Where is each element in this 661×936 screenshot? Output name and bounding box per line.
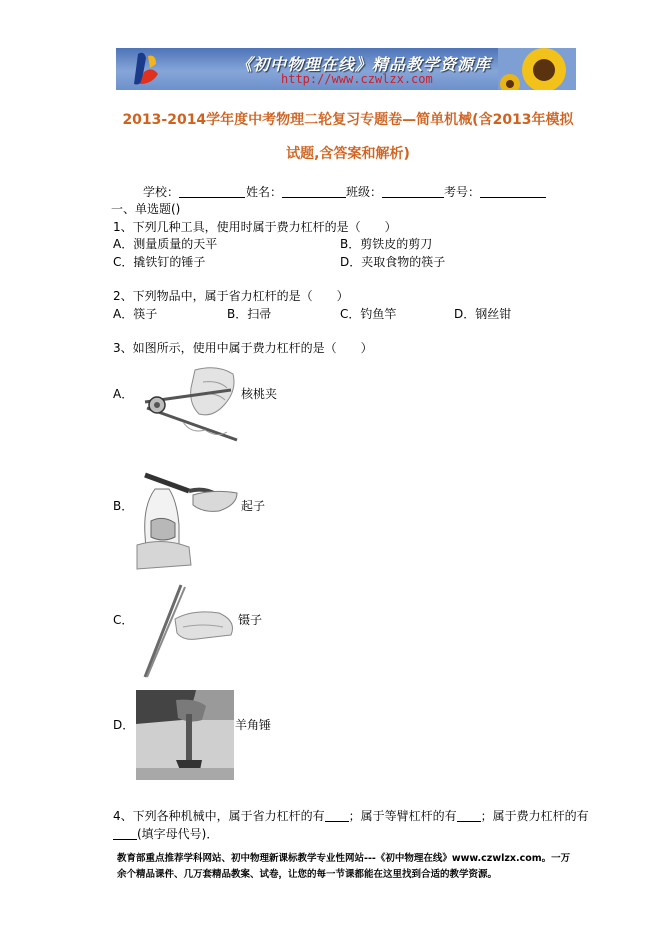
q3-option-d-label: 羊角锤 bbox=[235, 718, 272, 732]
q4-text-part-1: 4、下列各种机械中，属于省力杠杆的有 bbox=[113, 809, 325, 823]
q2-option-a: A．筷子 bbox=[113, 307, 158, 321]
tweezers-image bbox=[133, 583, 237, 681]
sunflower-icon bbox=[498, 48, 576, 90]
exam-number-blank bbox=[480, 185, 546, 198]
q4-line-1 bbox=[113, 808, 589, 824]
q3-option-a-letter: A． bbox=[113, 387, 134, 401]
bottle-opener-image bbox=[133, 465, 241, 573]
q4-blank-3 bbox=[113, 827, 137, 840]
q1-option-d: D．夹取食物的筷子 bbox=[340, 255, 446, 269]
q1-option-b: B．剪铁皮的剪刀 bbox=[340, 237, 433, 251]
banner-title: 《初中物理在线》精品教学资源库 bbox=[236, 55, 492, 74]
claw-hammer-image bbox=[136, 690, 234, 780]
banner-url: http://www.czwlzx.com bbox=[281, 72, 433, 86]
school-blank bbox=[179, 185, 245, 198]
q1-option-c: C．撬铁钉的锤子 bbox=[113, 255, 206, 269]
q4-text-part-2: ；属于等臂杠杆的有 bbox=[348, 809, 457, 823]
q3-option-c-label: 镊子 bbox=[238, 613, 263, 627]
exam-number-field bbox=[444, 183, 546, 200]
q1-option-a: A．测量质量的天平 bbox=[113, 237, 218, 251]
name-blank bbox=[282, 185, 346, 198]
footer-text: 教育部重点推荐学科网站、初中物理新课标教学专业性网站---《初中物理在线》www.czwlzx.com。一万余个精品课件、几万套精品教案、试卷，让您的每一节课都能在这里找到合适的教学资源。 bbox=[117, 853, 571, 880]
class-blank bbox=[382, 185, 444, 198]
section-heading: 一、单选题() bbox=[111, 202, 181, 216]
q4-text-part-4: (填字母代号)． bbox=[137, 827, 219, 841]
exam-number-label: 考号： bbox=[444, 185, 481, 199]
q3-option-b-letter: B． bbox=[113, 499, 134, 513]
school-label: 学校： bbox=[143, 185, 180, 199]
q2-option-b: B．扫帚 bbox=[227, 307, 272, 321]
name-field bbox=[246, 183, 346, 200]
class-label: 班级： bbox=[346, 185, 383, 199]
q3-option-d-letter: D． bbox=[113, 718, 135, 732]
school-field bbox=[143, 183, 245, 200]
q4-blank-2 bbox=[457, 809, 481, 822]
name-label: 姓名： bbox=[246, 185, 283, 199]
q4-text-part-3: ；属于费力杠杆的有 bbox=[480, 809, 589, 823]
q2-option-c: C．钓鱼竿 bbox=[340, 307, 397, 321]
q1-stem: 1、下列几种工具，使用时属于费力杠杆的是（ ） bbox=[113, 220, 397, 234]
nutcracker-image bbox=[133, 360, 241, 452]
q2-stem: 2、下列物品中，属于省力杠杆的是（ ） bbox=[113, 289, 349, 303]
q4-line-2 bbox=[113, 826, 218, 842]
class-field bbox=[346, 183, 444, 200]
header-banner bbox=[116, 48, 576, 90]
q2-option-d: D．钢丝钳 bbox=[454, 307, 512, 321]
document-title: 2013-2014学年度中考物理二轮复习专题卷—简单机械(含2013年模拟试题,含答案和解析) bbox=[122, 112, 574, 162]
site-logo-icon bbox=[130, 50, 160, 88]
q3-option-a-label: 核桃夹 bbox=[241, 387, 278, 401]
q3-option-c-letter: C． bbox=[113, 613, 134, 627]
q3-option-b-label: 起子 bbox=[241, 499, 266, 513]
q4-blank-1 bbox=[325, 809, 349, 822]
q3-stem: 3、如图所示，使用中属于费力杠杆的是（ ） bbox=[113, 341, 373, 355]
